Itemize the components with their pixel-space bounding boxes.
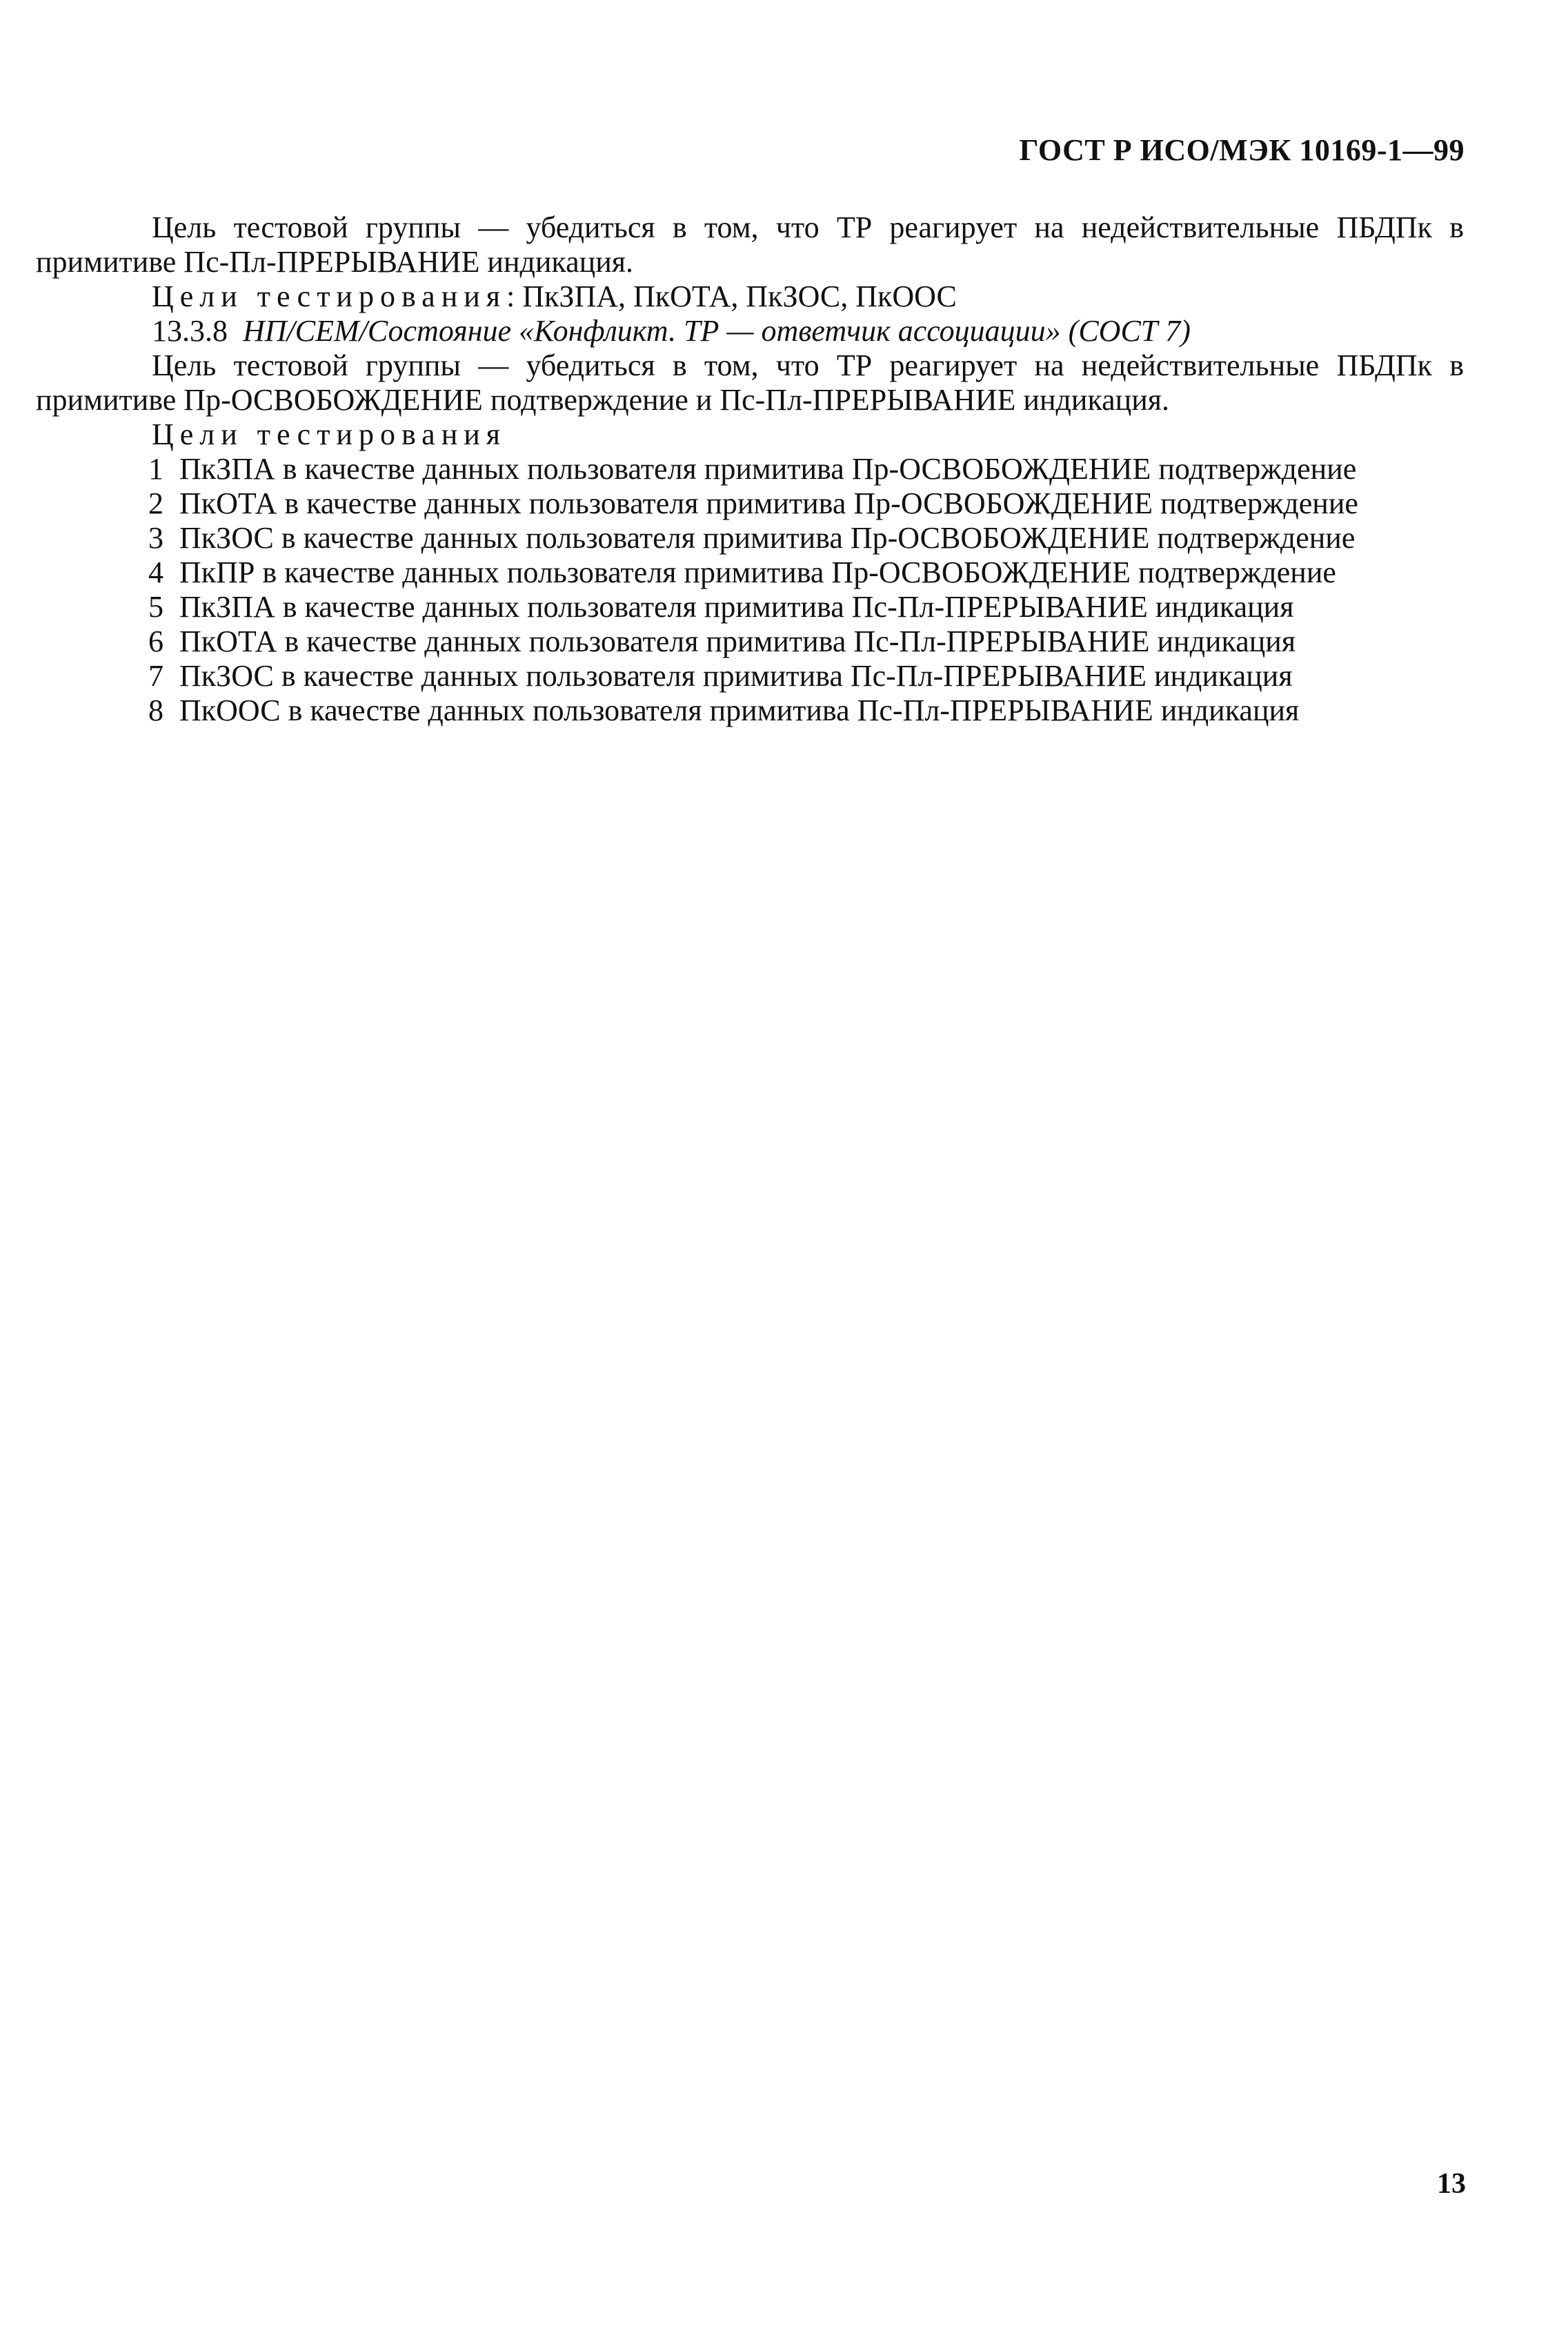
list-item-text: ПкЗПА в качестве данных пользователя примитива Пс-Пл-ПРЕРЫВАНИЕ индикация xyxy=(179,590,1294,624)
list-item-text: ПкОТА в качестве данных пользователя примитива Пр-ОСВОБОЖДЕНИЕ подтверждение xyxy=(179,486,1358,520)
test-objectives-line xyxy=(36,279,1464,314)
list-item-text: ПкЗОС в качестве данных пользователя примитива Пр-ОСВОБОЖДЕНИЕ подтверждение xyxy=(179,521,1356,555)
test-group-purpose-paragraph-2: Цель тестовой группы — убедиться в том, что ТР реагирует на недействительные ПБДПк в примитиве Пр-ОСВОБОЖДЕНИЕ подтверждение и Пс-Пл-ПРЕРЫВАНИЕ индикация. xyxy=(36,348,1464,417)
list-item xyxy=(148,624,1464,659)
test-objectives-values: : ПкЗПА, ПкОТА, ПкЗОС, ПкООС xyxy=(506,279,957,313)
list-item-number: 2 xyxy=(148,486,163,520)
list-item-number: 1 xyxy=(148,452,163,486)
list-item-text: ПкООС в качестве данных пользователя примитива Пс-Пл-ПРЕРЫВАНИЕ индикация xyxy=(179,693,1300,727)
document-code-header: ГОСТ Р ИСО/МЭК 10169-1—99 xyxy=(1019,133,1465,167)
list-item-number: 8 xyxy=(148,693,163,727)
list-item xyxy=(148,521,1464,555)
list-item-number: 7 xyxy=(148,659,163,693)
list-item xyxy=(148,590,1464,624)
list-item xyxy=(148,693,1464,728)
list-item-number: 6 xyxy=(148,624,163,658)
page-number: 13 xyxy=(1437,2168,1466,2200)
list-item-text: ПкПР в качестве данных пользователя примитива Пр-ОСВОБОЖДЕНИЕ подтверждение xyxy=(179,555,1336,589)
test-group-purpose-paragraph: Цель тестовой группы — убедиться в том, что ТР реагирует на недействительные ПБДПк в примитиве Пс-Пл-ПРЕРЫВАНИЕ индикация. xyxy=(36,210,1464,279)
test-objectives-label-2: Цели тестирования xyxy=(152,417,507,451)
list-item xyxy=(148,659,1464,693)
document-body xyxy=(36,210,1464,728)
list-item-text: ПкОТА в качестве данных пользователя примитива Пс-Пл-ПРЕРЫВАНИЕ индикация xyxy=(179,624,1296,658)
section-number: 13.3.8 xyxy=(152,314,228,348)
list-item-text: ПкЗОС в качестве данных пользователя примитива Пс-Пл-ПРЕРЫВАНИЕ индикация xyxy=(179,659,1293,693)
list-item-number: 5 xyxy=(148,590,163,624)
list-item xyxy=(148,555,1464,590)
test-objectives-label: Цели тестирования xyxy=(152,279,507,313)
list-item-number: 4 xyxy=(148,555,163,589)
list-item-text: ПкЗПА в качестве данных пользователя примитива Пр-ОСВОБОЖДЕНИЕ подтверждение xyxy=(179,452,1357,486)
section-title: НП/СЕМ/Состояние «Конфликт. ТР — ответчик ассоциации» (СОСТ 7) xyxy=(243,314,1191,348)
test-objectives-list xyxy=(36,452,1464,728)
list-item xyxy=(148,486,1464,521)
section-heading xyxy=(36,314,1464,348)
list-item-number: 3 xyxy=(148,521,163,555)
list-item xyxy=(148,452,1464,486)
